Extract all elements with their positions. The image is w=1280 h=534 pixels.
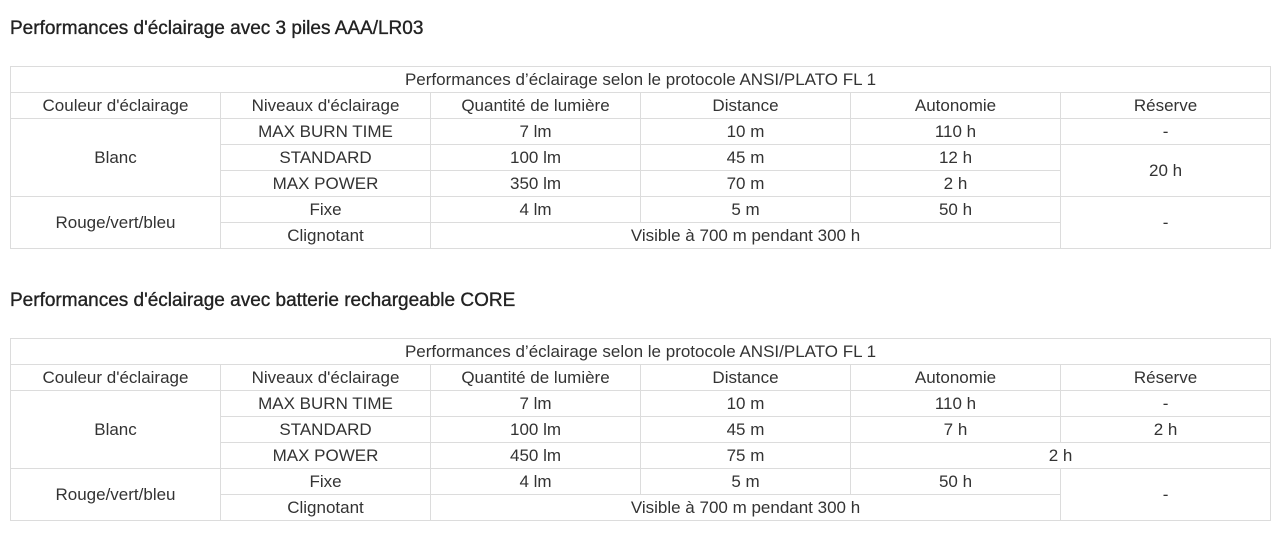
group-white: Blanc	[11, 391, 221, 469]
table-caption: Performances d’éclairage selon le protocole ANSI/PLATO FL 1	[11, 67, 1271, 93]
cell-level: MAX BURN TIME	[221, 391, 431, 417]
cell-light: 4 lm	[431, 469, 641, 495]
cell-reserve: -	[1061, 391, 1271, 417]
cell-visible: Visible à 700 m pendant 300 h	[431, 495, 1061, 521]
cell-light: 100 lm	[431, 145, 641, 171]
header-level: Niveaux d'éclairage	[221, 365, 431, 391]
cell-autonomy: 50 h	[851, 197, 1061, 223]
header-reserve: Réserve	[1061, 93, 1271, 119]
header-reserve: Réserve	[1061, 365, 1271, 391]
cell-distance: 45 m	[641, 417, 851, 443]
cell-distance: 10 m	[641, 119, 851, 145]
cell-reserve-merged: 20 h	[1061, 145, 1271, 197]
table-row	[11, 197, 1271, 223]
cell-light: 350 lm	[431, 171, 641, 197]
performance-table-core	[10, 338, 1271, 521]
cell-distance: 5 m	[641, 469, 851, 495]
section-title-aaa: Performances d'éclairage avec 3 piles AAA/LR03	[10, 18, 424, 39]
cell-level: Fixe	[221, 469, 431, 495]
header-distance: Distance	[641, 93, 851, 119]
cell-reserve: 2 h	[1061, 417, 1271, 443]
cell-distance: 75 m	[641, 443, 851, 469]
header-color: Couleur d'éclairage	[11, 93, 221, 119]
group-white: Blanc	[11, 119, 221, 197]
group-color: Rouge/vert/bleu	[11, 469, 221, 521]
header-light: Quantité de lumière	[431, 93, 641, 119]
header-level: Niveaux d'éclairage	[221, 93, 431, 119]
cell-level: MAX POWER	[221, 443, 431, 469]
cell-level: Clignotant	[221, 495, 431, 521]
group-color: Rouge/vert/bleu	[11, 197, 221, 249]
cell-autonomy: 7 h	[851, 417, 1061, 443]
header-autonomy: Autonomie	[851, 365, 1061, 391]
cell-distance: 70 m	[641, 171, 851, 197]
table-row	[11, 119, 1271, 145]
cell-autonomy: 50 h	[851, 469, 1061, 495]
header-distance: Distance	[641, 365, 851, 391]
table-header-row	[11, 93, 1271, 119]
table-header-row	[11, 365, 1271, 391]
table-caption-row	[11, 67, 1271, 93]
section-title-core: Performances d'éclairage avec batterie rechargeable CORE	[10, 290, 516, 311]
cell-level: STANDARD	[221, 145, 431, 171]
cell-autonomy: 110 h	[851, 119, 1061, 145]
cell-light: 100 lm	[431, 417, 641, 443]
cell-light: 7 lm	[431, 391, 641, 417]
header-autonomy: Autonomie	[851, 93, 1061, 119]
cell-light: 7 lm	[431, 119, 641, 145]
cell-level: MAX POWER	[221, 171, 431, 197]
table-row	[11, 469, 1271, 495]
cell-reserve: -	[1061, 119, 1271, 145]
cell-autonomy-reserve-merged: 2 h	[851, 443, 1271, 469]
cell-light: 4 lm	[431, 197, 641, 223]
cell-visible: Visible à 700 m pendant 300 h	[431, 223, 1061, 249]
cell-autonomy: 110 h	[851, 391, 1061, 417]
table-caption-row	[11, 339, 1271, 365]
cell-reserve-merged: -	[1061, 197, 1271, 249]
table-caption: Performances d’éclairage selon le protocole ANSI/PLATO FL 1	[11, 339, 1271, 365]
table-row	[11, 391, 1271, 417]
performance-table-aaa	[10, 66, 1271, 249]
header-light: Quantité de lumière	[431, 365, 641, 391]
cell-level: MAX BURN TIME	[221, 119, 431, 145]
cell-light: 450 lm	[431, 443, 641, 469]
cell-level: Clignotant	[221, 223, 431, 249]
cell-distance: 45 m	[641, 145, 851, 171]
cell-level: STANDARD	[221, 417, 431, 443]
cell-level: Fixe	[221, 197, 431, 223]
cell-autonomy: 2 h	[851, 171, 1061, 197]
cell-distance: 5 m	[641, 197, 851, 223]
cell-reserve-merged: -	[1061, 469, 1271, 521]
cell-autonomy: 12 h	[851, 145, 1061, 171]
cell-distance: 10 m	[641, 391, 851, 417]
header-color: Couleur d'éclairage	[11, 365, 221, 391]
